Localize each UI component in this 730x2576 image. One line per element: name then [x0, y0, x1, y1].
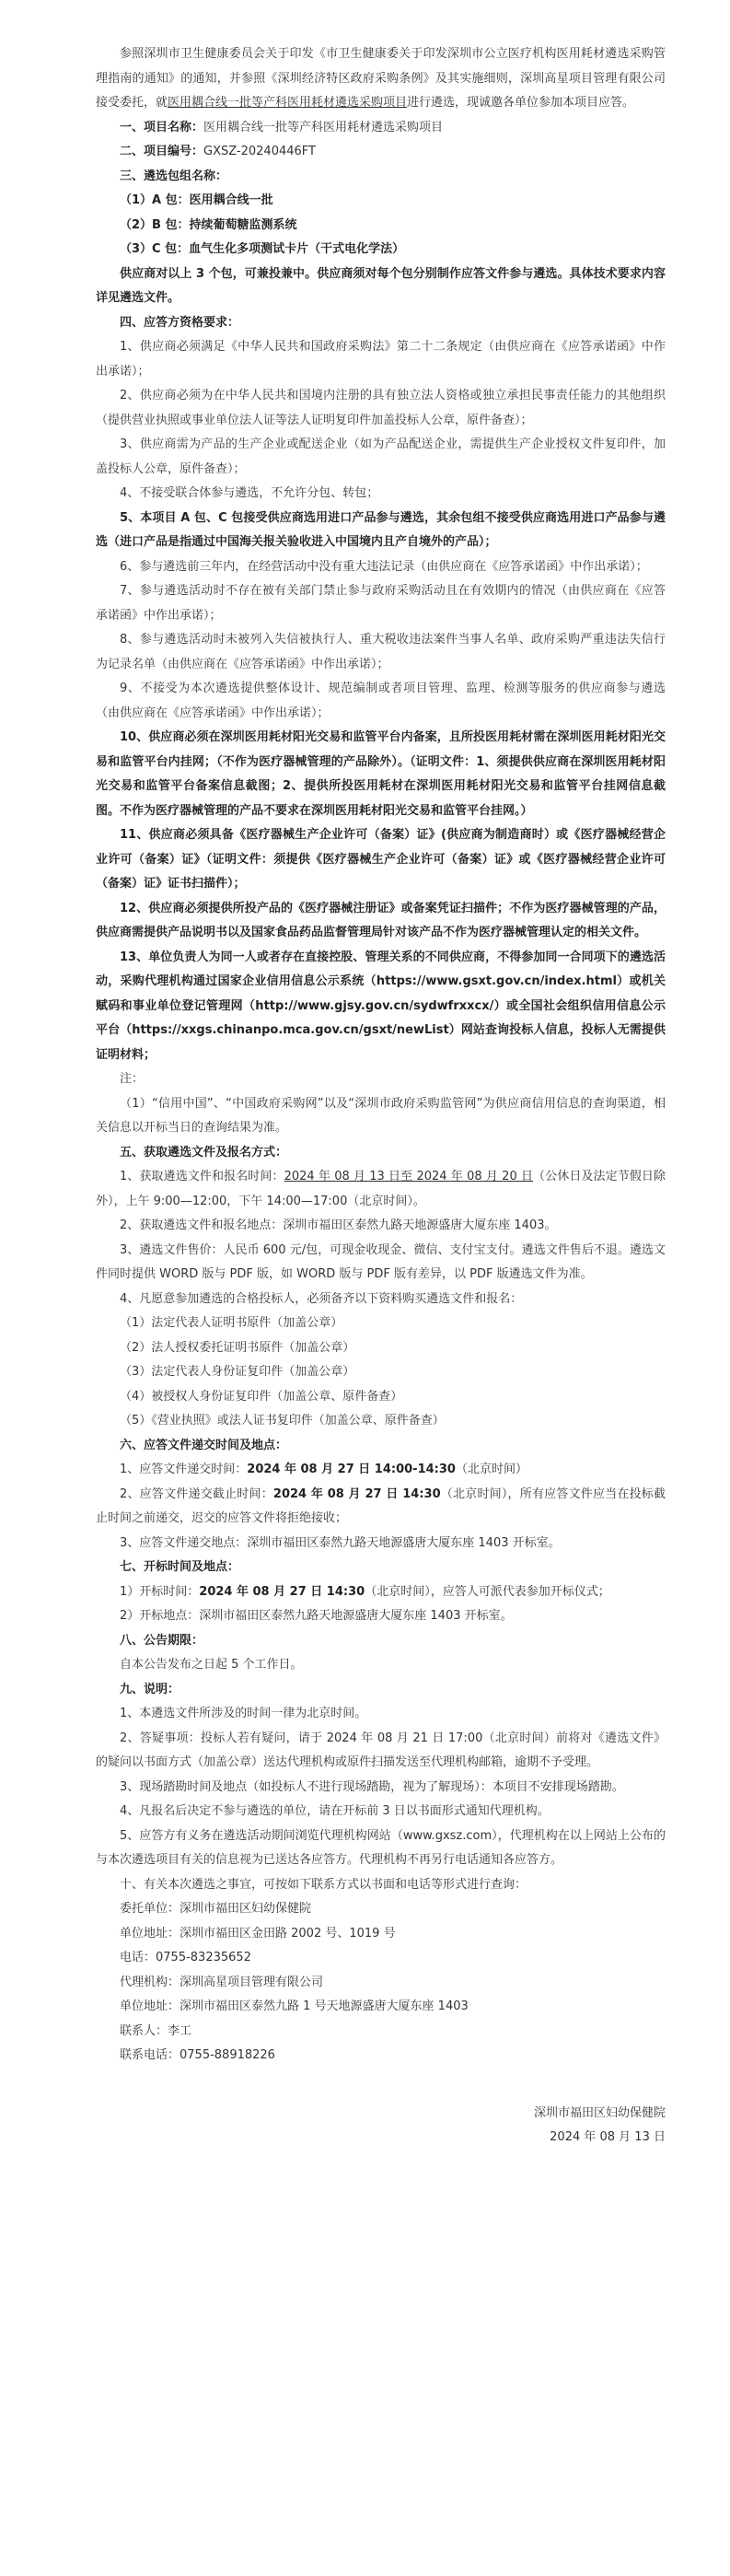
intro-paragraph [96, 42, 666, 116]
material-3: （3）法定代表人身份证复印件（加盖公章） [120, 1365, 355, 1379]
submission-deadline [96, 1483, 666, 1532]
purchase-time-label: 1、获取遴选文件和报名时间： [120, 1170, 284, 1183]
submission-deadline-label: 2、应答文件递交截止时间： [120, 1486, 273, 1501]
remark-1: 1、本遴选文件所涉及的时间一律为北京时间。 [120, 1707, 367, 1720]
requirement-11: 11、供应商必须具备《医疗器械生产企业许可（备案）证》(供应商为制造商时）或《医疗器械经营企业许可（备案）证》（证明文件：须提供《医疗器械生产企业许可（备案）证》或《医疗器械经营企业许可（备案）证》证书扫描件）； [96, 828, 666, 891]
opening-location: 2）开标地点：深圳市福田区泰然九路天地源盛唐大厦东座 1403 开标室。 [120, 1609, 513, 1623]
requirement-10: 10、供应商必须在深圳医用耗材阳光交易和监管平台内备案，且所投医用耗材需在深圳医用耗材阳光交易和监管平台内挂网；（不作为医疗器械管理的产品除外）。（证明文件：1、须提供供应商在深圳医用耗材阳光交易和监管平台备案信息截图；2、提供所投医用耗材在深圳医用耗材阳光交易和监管平台挂网信息截图。不作为医疗器械管理的产品不要求在深圳医用耗材阳光交易和监管平台挂网。） [96, 730, 666, 818]
material-4: （4）被授权人身份证复印件（加盖公章、原件备查） [120, 1389, 403, 1404]
requirement-6: 6、参与遴选前三年内，在经营活动中没有重大违法记录（由供应商在《应答承诺函》中作出承诺）； [120, 559, 648, 574]
requirement-8: 8、参与遴选活动时未被列入失信被执行人、重大税收违法案件当事人名单、政府采购严重违法失信行为记录名单（由供应商在《应答承诺函》中作出承诺）； [96, 633, 666, 671]
section-3-heading: 三、遴选包组名称： [120, 169, 228, 183]
requirement-13: 13、单位负责人为同一人或者存在直接控股、管理关系的不同供应商，不得参加同一合同项下的遴选活动，采购代理机构通过国家企业信用信息公示系统（https://www.gsxt.gov.cn/index.html）或机关赋码和事业单位登记管理网（http://www.gjsy.gov.cn/sydwfrxxcx/）或全国社会组织信用信息公示平台（https://xxgs.chinanpo.mca.gov.cn/gsxt/newList）网站查询投标人信息，投标人无需提供证明材料； [96, 950, 666, 1062]
purchase-date-range: 2024 年 08 月 13 日至 2024 年 08 月 20 日 [284, 1170, 534, 1183]
requirement-2: 2、供应商必须为在中华人民共和国境内注册的具有独立法人资格或独立承担民事责任能力的其他组织（提供营业执照或事业单位法人证等法人证明复印件加盖投标人公章，原件备查）； [96, 389, 666, 427]
note-heading: 注： [120, 1072, 145, 1086]
submission-time-label: 1、应答文件递交时间： [120, 1463, 248, 1476]
requirement-4: 4、不接受联合体参与遴选，不允许分包、转包； [120, 486, 379, 500]
requirement-12: 12、供应商必须提供所投产品的《医疗器械注册证》或备案凭证扫描件；不作为医疗器械管理的产品，供应商需提供产品说明书以及国家食品药品监督管理局针对该产品不作为医疗器械管理认定的相关文件。 [96, 901, 666, 939]
section-10-heading: 十、有关本次遴选之事宜，可按如下联系方式以书面和电话等形式进行查询： [120, 1877, 527, 1892]
package-note: 供应商对以上 3 个包，可兼投兼中。供应商须对每个包分别制作应答文件参与遴选。具体技术要求内容详见遴选文件。 [96, 266, 666, 305]
section-7-heading: 七、开标时间及地点： [120, 1560, 240, 1574]
section-6-heading: 六、应答文件递交时间及地点： [120, 1438, 288, 1452]
opening-time [96, 1580, 666, 1605]
opening-time-label: 1）开标时间： [120, 1584, 200, 1599]
contact-phone: 联系电话：0755-88918226 [120, 2048, 275, 2062]
document-price: 3、遴选文件售价：人民币 600 元/包，可现金收现金、微信、支付宝支付。遴选文件售后不退。遴选文件同时提供 WORD 版与 PDF 版，如 WORD 版与 PDF 版有差异，以 PDF 版遴选文件为准。 [96, 1242, 666, 1281]
section-2-heading: 二、项目编号： [120, 145, 204, 158]
purchase-location: 2、获取遴选文件和报名地点：深圳市福田区泰然九路天地源盛唐大厦东座 1403。 [120, 1218, 557, 1232]
project-number: GXSZ-20240446FT [203, 145, 316, 158]
purchase-time-hours: （公休日及法定节假日除外），上午 9:00—12:00，下午 14:00—17:00（北京时间）。 [96, 1170, 666, 1208]
opening-time-note: （北京时间），应答人可派代表参加开标仪式； [365, 1584, 610, 1599]
note-text: （1）“信用中国”、“中国政府采购网”以及“深圳市政府采购监管网”为供应商信用信息的查询渠道，相关信息以开标当日的查询结果为准。 [96, 1096, 666, 1135]
remark-4: 4、凡报名后决定不参与遴选的单位，请在开标前 3 日以书面形式通知代理机构。 [120, 1804, 550, 1818]
submission-time-zone: （北京时间） [455, 1463, 527, 1476]
section-9-heading: 九、说明： [120, 1682, 180, 1696]
section-1 [96, 116, 666, 141]
package-c: （3）C 包：血气生化多项测试卡片（干式电化学法） [120, 242, 405, 256]
agency-address: 单位地址：深圳市福田区泰然九路 1 号天地源盛唐大厦东座 1403 [120, 1999, 469, 2013]
remark-2: 2、答疑事项：投标人若有疑问，请于 2024 年 08 月 21 日 17:00（北京时间）前将对《遴选文件》的疑问以书面方式（加盖公章）送达代理机构或原件扫描发送至代理机构邮箱，逾期不予受理。 [96, 1731, 666, 1769]
section-4-heading: 四、应答方资格要求： [120, 315, 240, 330]
requirement-1: 1、供应商必须满足《中华人民共和国政府采购法》第二十二条规定（由供应商在《应答承诺函》中作出承诺）； [96, 340, 666, 379]
material-2: （2）法人授权委托证明书原件（加盖公章） [120, 1340, 355, 1355]
intro-text: 参照深圳市卫生健康委员会关于印发《市卫生健康委关于印发深圳市公立医疗机构医用耗材遴选采购管理指南的通知》的通知，并参照《深圳经济特区政府采购条例》及其实施细则，深圳高星项目管理有限公司接受委托，就 [96, 47, 666, 110]
signature-date: 2024 年 08 月 13 日 [550, 2130, 666, 2144]
section-2 [96, 140, 666, 165]
submission-location: 3、应答文件递交地点：深圳市福田区泰然九路天地源盛唐大厦东座 1403 开标室。 [120, 1535, 561, 1550]
material-5: （5）《营业执照》或法人证书复印件（加盖公章、原件备查） [120, 1414, 445, 1428]
requirement-5: 5、本项目 A 包、C 包接受供应商选用进口产品参与遴选，其余包组不接受供应商选用进口产品参与遴选（进口产品是指通过中国海关报关验收进入中国境内且产自境外的产品）； [96, 510, 666, 549]
section-5-heading: 五、获取遴选文件及报名方式： [120, 1145, 288, 1160]
requirement-3: 3、供应商需为产品的生产企业或配送企业（如为产品配送企业，需提供生产企业授权文件复印件，加盖投标人公章，原件备查）； [96, 437, 666, 476]
contact-person: 联系人：李工 [120, 2023, 192, 2038]
client-name: 委托单位：深圳市福田区妇幼保健院 [120, 1902, 312, 1916]
required-materials-intro: 4、凡愿意参加遴选的合格投标人，必须备齐以下资料购买遴选文件和报名： [120, 1291, 523, 1306]
purchase-time [96, 1165, 666, 1214]
announcement-period: 自本公告发布之日起 5 个工作日。 [120, 1658, 303, 1672]
package-b: （2）B 包：持续葡萄糖监测系统 [120, 217, 297, 232]
requirement-9: 9、不接受为本次遴选提供整体设计、规范编制或者项目管理、监理、检测等服务的供应商参与遴选（由供应商在《应答承诺函》中作出承诺）； [96, 682, 666, 720]
agency-name: 代理机构：深圳高星项目管理有限公司 [120, 1975, 324, 1989]
client-address: 单位地址：深圳市福田区金田路 2002 号、1019 号 [120, 1926, 396, 1941]
submission-deadline-note: （北京时间），所有应答文件应当在投标截止时间之前递交，迟交的应答文件将拒绝接收； [96, 1486, 666, 1525]
signature-org: 深圳市福田区妇幼保健院 [533, 2105, 666, 2120]
remark-5: 5、应答方有义务在遴选活动期间浏览代理机构网站（www.gxsz.com），代理机构在以上网站上公布的与本次遴选项目有关的信息视为已送达各应答方。代理机构不再另行电话通知各应答方。 [96, 1828, 666, 1867]
section-1-heading: 一、项目名称： [120, 120, 204, 134]
intro-text-end: 进行遴选，现诚邀各单位参加本项目应答。 [407, 96, 635, 110]
section-8-heading: 八、公告期限： [120, 1633, 204, 1648]
submission-deadline-value: 2024 年 08 月 27 日 14:30 [272, 1486, 441, 1501]
submission-time [96, 1458, 666, 1483]
client-phone: 电话：0755-83235652 [120, 1951, 251, 1964]
opening-time-value: 2024 年 08 月 27 日 14:30 [199, 1584, 365, 1599]
package-a: （1）A 包：医用耦合线一批 [120, 193, 273, 207]
remark-3: 3、现场踏勘时间及地点（如投标人不进行现场踏勘，视为了解现场）：本项目不安排现场踏勘。 [120, 1779, 624, 1794]
submission-time-value: 2024 年 08 月 27 日 14:00-14:30 [247, 1463, 456, 1476]
intro-project-name: 医用耦合线一批等产科医用耗材遴选采购项目 [168, 96, 408, 110]
requirement-7: 7、参与遴选活动时不存在被有关部门禁止参与政府采购活动且在有效期内的情况（由供应商在《应答承诺函》中作出承诺）； [96, 584, 666, 623]
material-1: （1）法定代表人证明书原件（加盖公章） [120, 1316, 343, 1330]
project-name: 医用耦合线一批等产科医用耗材遴选采购项目 [203, 120, 444, 134]
